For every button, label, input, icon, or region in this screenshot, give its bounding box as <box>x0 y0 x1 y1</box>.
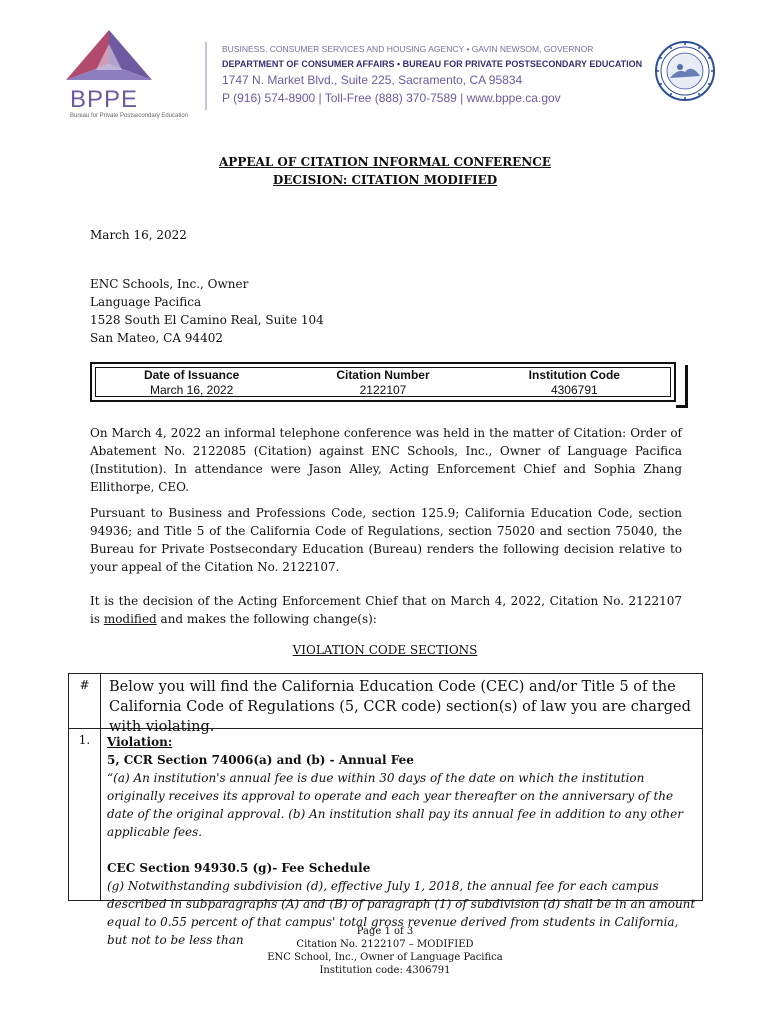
row-number: 1. <box>78 733 91 747</box>
header-divider <box>205 42 207 110</box>
footer-code: Institution code: 4306791 <box>319 965 451 976</box>
footer-citation: Citation No. 2122107 – MODIFIED <box>296 939 474 950</box>
table-value: 2122107 <box>359 383 407 397</box>
table-value: 4306791 <box>550 383 598 397</box>
issuance-date-cell <box>96 368 287 396</box>
institution-code-cell <box>479 368 670 396</box>
table-value: March 16, 2022 <box>149 383 234 397</box>
section2-title: CEC Section 94930.5 (g)- Fee Schedule <box>107 861 371 875</box>
document-title-line1: APPEAL OF CITATION INFORMAL CONFERENCE <box>219 155 551 169</box>
department-line: DEPARTMENT OF CONSUMER AFFAIRS • BUREAU FOR PRIVATE POSTSECONDARY EDUCATION <box>222 59 643 69</box>
hash-header: # <box>79 678 90 692</box>
section1-text: “(a) An institution's annual fee is due within 30 days of the date on which the institution originally receives its approval to operate and each year thereafter on the anniversary of the date of the original approval. (b) An institution shall pay its annual fee in addition to any other applicable fees. <box>107 771 683 839</box>
state-seal-icon <box>654 40 716 102</box>
paragraph-decision <box>90 592 682 628</box>
page-number: Page 1 of 3 <box>356 926 414 937</box>
recipient-line: San Mateo, CA 94402 <box>90 331 223 345</box>
citation-number-cell <box>287 368 478 396</box>
recipient-line: 1528 South El Camino Real, Suite 104 <box>90 313 324 327</box>
letter-date: March 16, 2022 <box>90 228 187 242</box>
modified-word: modified <box>103 612 157 626</box>
decision-text: It is the decision of the Acting Enforcement Chief that on March 4, 2022, Citation No. 2122107 is <box>90 594 682 626</box>
decision-text-end: and makes the following change(s): <box>156 612 377 626</box>
section2-text: (g) Notwithstanding subdivision (d), effective July 1, 2018, the annual fee for each campus described in subparagraphs (A) and (B) of paragraph (1) of subdivision (d) shall be in an amount equal to 0.55 percent of that campus' total gross revenue derived from students in California, but not to be less than <box>107 879 696 947</box>
paragraph-pursuant: Pursuant to Business and Professions Code, section 125.9; California Education Code, section 94936; and Title 5 of the California Code of Regulations, section 75020 and section 75040, the Bureau for Private Postsecondary Education (Bureau) renders the following decision relative to your appeal of the Citation No. 2122107. <box>90 506 682 574</box>
recipient-line: ENC Schools, Inc., Owner <box>90 277 249 291</box>
issuance-table <box>90 362 676 402</box>
logo-wordmark: BPPE <box>70 86 139 113</box>
violation-row <box>107 733 697 949</box>
page-footer <box>0 925 770 977</box>
table-header: Citation Number <box>336 368 430 382</box>
table-shadow <box>676 365 688 408</box>
table-header: Date of Issuance <box>143 368 240 382</box>
recipient-line: Language Pacifica <box>90 295 202 309</box>
recipient-address <box>90 275 682 347</box>
logo-subtext: Bureau for Private Postsecondary Education <box>70 113 189 119</box>
table-header: Institution Code <box>528 368 620 382</box>
violation-label: Violation: <box>107 735 173 749</box>
violation-table-header-text: Below you will find the California Education Code (CEC) and/or Title 5 of the California Code of Regulations (5, CCR code) section(s) of law you are charged with violating. <box>109 679 691 735</box>
phone-line: P (916) 574-8900 | Toll-Free (888) 370-7589 | www.bppe.ca.gov <box>222 91 561 105</box>
footer-institution: ENC School, Inc., Owner of Language Pacifica <box>267 952 503 963</box>
paragraph-conference: On March 4, 2022 an informal telephone conference was held in the matter of Citation: Order of Abatement No. 2122085 (Citation) against ENC Schools, Inc., Owner of Language Pacifica (Institution). In attendance were Jason Alley, Acting Enforcement Chief and Sophia Zhang Ellithorpe, CEO. <box>90 426 682 494</box>
bppe-logo-icon <box>66 30 152 86</box>
address-line: 1747 N. Market Blvd., Suite 225, Sacramento, CA 95834 <box>222 73 523 87</box>
document-title-line2: DECISION: CITATION MODIFIED <box>272 173 498 187</box>
violation-heading: VIOLATION CODE SECTIONS <box>292 643 478 657</box>
agency-line: BUSINESS, CONSUMER SERVICES AND HOUSING AGENCY • GAVIN NEWSOM, GOVERNOR <box>222 44 594 54</box>
violation-table-header-row <box>69 674 702 735</box>
section1-title: 5, CCR Section 74006(a) and (b) - Annual Fee <box>107 753 414 767</box>
